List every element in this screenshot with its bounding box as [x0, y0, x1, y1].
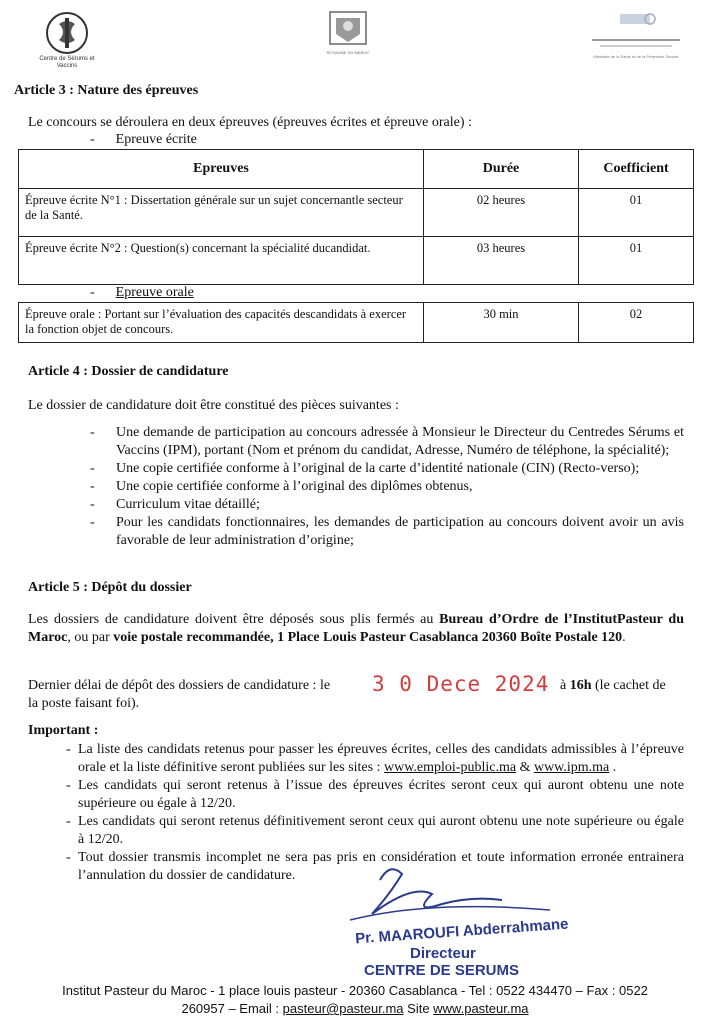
article4-intro: Le dossier de candidature doit être constitué des pièces suivantes :: [28, 398, 399, 413]
epreuve-cell: Épreuve orale : Portant sur l’évaluation des capacités descandidats à exercer la fonction objet de concours.: [19, 303, 424, 343]
mid-logo-caption: ROYAUME DU MAROC: [326, 50, 370, 55]
table-row: [19, 189, 694, 237]
written-heading: Epreuve écrite: [115, 132, 197, 147]
important-title: Important :: [28, 723, 99, 738]
article3-title: Article 3 : Nature des épreuves: [14, 83, 199, 98]
list-item: - Tout dossier transmis incomplet ne sera pas pris en considération et toute information erronée entrainera l’annulation du dossier de candidature.: [66, 850, 684, 883]
list-item: - Une copie certifiée conforme à l’original des diplômes obtenus,: [90, 479, 473, 494]
footer-address: Institut Pasteur du Maroc - 1 place louis pasteur - 20360 Casablanca - Tel : 0522 434470 – Fax : 0522: [62, 983, 648, 998]
signatory-name: Pr. MAAROUFI Abderrahmane: [354, 915, 569, 948]
col-header-duree: Durée: [424, 150, 579, 189]
emploi-public-link[interactable]: www.emploi-public.ma: [383, 760, 517, 775]
duree-cell: 02 heures: [424, 189, 579, 237]
signatory-center-stamp: CENTRE DE SERUMS: [364, 962, 520, 979]
ipm-link[interactable]: www.ipm.ma: [533, 760, 610, 775]
table-header-row: [19, 150, 694, 189]
list-item: - Curriculum vitae détaillé;: [90, 497, 260, 512]
page-footer: [20, 982, 690, 1018]
right-logo-caption: Ministère de la Santé et de la Protection Sociale: [593, 54, 679, 59]
list-item: - Les candidats qui seront retenus à l’issue des épreuves écrites seront ceux qui auront obtenu une note supérieure ou égale à 12/20.: [66, 778, 684, 811]
written-heading-row: [90, 132, 197, 148]
article4-title: Article 4 : Dossier de candidature: [28, 364, 229, 379]
list-item: - Une copie certifiée conforme à l’original de la carte d’identité nationale (CIN) (Recto-verso);: [90, 461, 640, 476]
epreuve-cell: Épreuve écrite N°2 : Question(s) concernant la spécialité ducandidat.: [19, 237, 424, 285]
ministry-emblem-icon: [590, 10, 682, 52]
duree-cell: 30 min: [424, 303, 579, 343]
epreuve-cell: Épreuve écrite N°1 : Dissertation générale sur un sujet concernantle secteur de la Santé.: [19, 189, 424, 237]
article5-title: Article 5 : Dépôt du dossier: [28, 580, 192, 595]
footer-contact: 260957 – Email : pasteur@pasteur.ma Site www.pasteur.ma: [181, 1001, 529, 1016]
table-row: [19, 303, 694, 343]
signatory-role: Directeur: [410, 945, 476, 962]
written-exams-table: [18, 149, 694, 285]
article5-deposit-paragraph: Les dossiers de candidature doivent être déposés sous plis fermés au Bureau d’Ordre de l’InstitutPasteur du Maroc, ou par voie postale recommandée, 1 Place Louis Pasteur Casablanca 20360 Boîte Postale 120.: [28, 612, 684, 645]
list-item: - Une demande de participation au concours adressée à Monsieur le Directeur du Centredes Sérums et Vaccins (IPM), portant (Nom et prénom du candidat, Adresse, Numéro de téléphone, la spécialité);: [90, 425, 684, 458]
coef-cell: 02: [579, 303, 694, 343]
oral-heading: Epreuve orale: [115, 285, 194, 300]
logo-emblem-icon: [32, 10, 102, 56]
article3-intro: Le concours se déroulera en deux épreuves (épreuves écrites et épreuve orale) :: [28, 115, 472, 130]
dash-bullet: -: [90, 132, 116, 147]
table-row: [19, 237, 694, 285]
deadline-time: à 16h (le cachet de: [560, 678, 666, 693]
site-link[interactable]: www.pasteur.ma: [433, 1001, 529, 1016]
list-item: - La liste des candidats retenus pour passer les épreuves écrites, celles des candidats admissibles à l’épreuve orale et la liste définitive seront publiées sur les sites : www.emploi-public.ma & www.ipm.ma .: [66, 742, 684, 775]
centre-serums-logo: [32, 10, 102, 72]
left-logo-caption: Centre de Sérums et Vaccins: [39, 56, 95, 69]
required-documents-list: [90, 424, 684, 550]
oral-exam-table: [18, 302, 694, 343]
deadline-tail: la poste faisant foi).: [28, 696, 140, 711]
ministry-logo: [590, 10, 682, 70]
col-header-coefficient: Coefficient: [579, 150, 694, 189]
deadline-date-stamp: 3 0 Dece 2024: [372, 672, 550, 696]
deadline-label: Dernier délai de dépôt des dossiers de candidature : le: [28, 678, 331, 693]
coef-cell: 01: [579, 237, 694, 285]
duree-cell: 03 heures: [424, 237, 579, 285]
coef-cell: 01: [579, 189, 694, 237]
col-header-epreuves: Epreuves: [19, 150, 424, 189]
dash-bullet: -: [90, 285, 116, 300]
list-item: - Les candidats qui seront retenus définitivement seront ceux qui auront obtenu une note supérieure ou égale à 12/20.: [66, 814, 684, 847]
coat-of-arms-icon: [322, 8, 374, 50]
email-link[interactable]: pasteur@pasteur.ma: [282, 1001, 404, 1016]
royal-emblem: [322, 8, 374, 66]
oral-heading-row: [90, 285, 194, 301]
list-item: - Pour les candidats fonctionnaires, les demandes de participation au concours doivent avoir un avis favorable de leur administration d’origine;: [90, 515, 684, 548]
